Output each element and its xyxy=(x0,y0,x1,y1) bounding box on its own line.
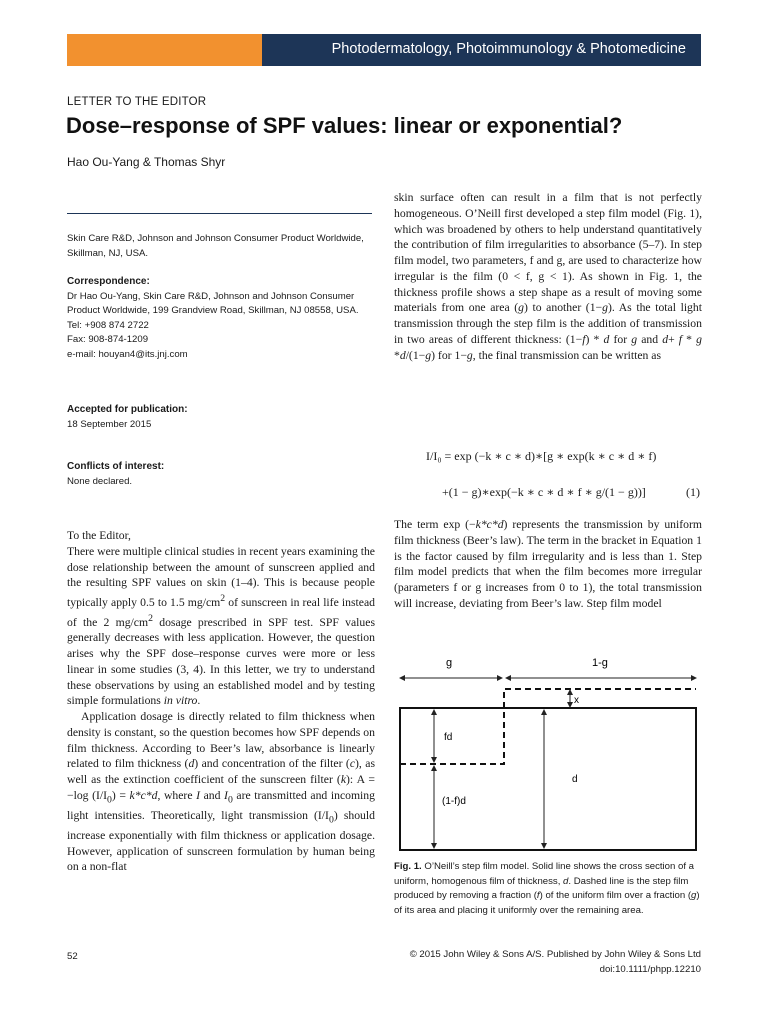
body-paragraph-1: There were multiple clinical studies in recent years examining the dose relationship between the amount of sunscreen applied and the resulting SPF values on skin (1–4). This is because people typically apply 0.5 to 1.5 $mg/cm^2$ of sunscreen in real life instead of the 2 $mg/cm^2$ dosage prescribed in SPF test. SPF values generally decreases with less application. However, the question arises why the SPF dose–response curves were more or less linear in some studies (3, 4). In this letter, we try to understand these observations by using an established model and by testing simple formulations in vitro. xyxy=(67,544,375,708)
label-fd: fd xyxy=(444,732,453,743)
journal-title: Photodermatology, Photoimmunology & Photomedicine xyxy=(331,41,686,57)
copyright-notice: © 2015 John Wiley & Sons A/S. Published by John Wiley & Sons Ltd xyxy=(409,949,701,960)
body-paragraph-4: The term exp (−k*c*d) represents the transmission by uniform film thickness (Beer’s law). The term in the bracket in Equation 1 is the factor caused by film irregularity and is less than 1. Step film model predicts that when the film becomes more irregular (parameters f or g increases from 0 to 1), the total transmission will increase, deviating from Beer’s law. Step film model xyxy=(394,518,702,610)
conflicts-heading: Conflicts of interest: xyxy=(67,461,165,472)
figure-1-caption: Fig. 1. O’Neill’s step film model. Solid line shows the cross section of a uniform, homogenous film of thickness, d. Dashed line is the step film produced by removing a fraction (f) of the uniform film over a fraction (g) of its area and placing it uniformly over the remaining area. xyxy=(394,861,700,916)
accepted-date: 18 September 2015 xyxy=(67,418,152,430)
equation-line-1: I/I₀ = exp (−k ∗ c ∗ d)∗[g ∗ exp(k ∗ c ∗ d ∗ f) xyxy=(426,449,657,463)
correspondence-heading: Correspondence: xyxy=(67,276,150,287)
figure-1 xyxy=(394,650,702,855)
correspondence-fax: Fax: 908-874-1209 xyxy=(67,334,149,345)
article-title: Dose–response of SPF values: linear or exponential? xyxy=(66,113,623,138)
correspondence-block xyxy=(67,275,377,362)
label-g: g xyxy=(446,657,453,669)
body-paragraph-3: skin surface often can result in a film that is not perfectly homogeneous. O’Neill first developed a step film model (Fig. 1), which was broadened by others to help understand quantitatively the contribution of film irregularities to absorbance (5–7). In step film model, two parameters, f and g, are used to characterize how irregular is the film (0 < f, g < 1). As shown in Fig. 1, the thickness profile shows a step shape as a result of moving some materials from one area (g) to another (1−g). As the total light transmission through the step film is the addition of transmission in two areas of different thickness: (1−f) * d for g and d+ f * g *d/(1−g) for 1−g, the final transmission can be written as xyxy=(394,191,702,362)
body-paragraph-2: Application dosage is directly related to film thickness when density is constant, so the question becomes how SPF depends on film thickness. According to Beer’s law, absorbance is linearly related to film thickness (d) and concentration of the filter (c), as well as the extinction coefficient of the sunscreen filter (k): A = −log $(I/I_0) = k*c*d$, where I and $I_0$ are transmitted and incoming light intensities. Theoretically, light transmission $(I/I_0)$ should increase exponentially with film thickness or application dosage. However, application of sunscreen formulation by human being on a non-flat xyxy=(67,710,376,874)
salutation: To the Editor, xyxy=(67,529,131,542)
doi-link[interactable]: doi:10.1111/phpp.12210 xyxy=(599,963,701,975)
correspondence-address: Dr Hao Ou-Yang, Skin Care R&D, Johnson and Johnson Consumer Product Worldwide, 199 Grandview Road, Skillman, NJ 08558, USA. xyxy=(67,290,359,316)
equation-line-2: +(1 − g)∗exp(−k ∗ c ∗ d ∗ f ∗ g/(1 − g))] xyxy=(442,485,646,499)
body-right-continued xyxy=(394,517,702,612)
body-left-column xyxy=(67,528,375,875)
conflicts-block xyxy=(67,460,377,489)
page-number: 52 xyxy=(67,951,78,962)
step-film-outline xyxy=(400,689,696,764)
journal-header-bar xyxy=(262,34,701,66)
equation-number: (1) xyxy=(686,485,700,499)
correspondence-email[interactable]: e-mail: houyan4@its.jnj.com xyxy=(67,348,188,360)
divider xyxy=(67,213,372,214)
uniform-film-outline xyxy=(400,708,696,850)
label-x: x xyxy=(574,695,579,706)
body-right-column xyxy=(394,190,702,363)
step-film-diagram xyxy=(394,650,702,855)
accepted-block xyxy=(67,403,377,432)
footer-info xyxy=(410,948,701,977)
correspondence-tel: Tel: +908 874 2722 xyxy=(67,319,149,331)
header-accent-bar xyxy=(67,34,262,66)
conflicts-text: None declared. xyxy=(67,475,133,487)
accepted-heading: Accepted for publication: xyxy=(67,404,188,415)
section-label: LETTER TO THE EDITOR xyxy=(67,96,207,108)
author-list: Hao Ou-Yang & Thomas Shyr xyxy=(67,155,226,169)
label-d: d xyxy=(572,774,578,785)
label-one-minus-g: 1-g xyxy=(592,657,608,669)
affiliation: Skin Care R&D, Johnson and Johnson Consumer Product Worldwide, Skillman, NJ, USA. xyxy=(67,233,364,259)
label-one-minus-f-d: (1-f)d xyxy=(442,796,466,807)
